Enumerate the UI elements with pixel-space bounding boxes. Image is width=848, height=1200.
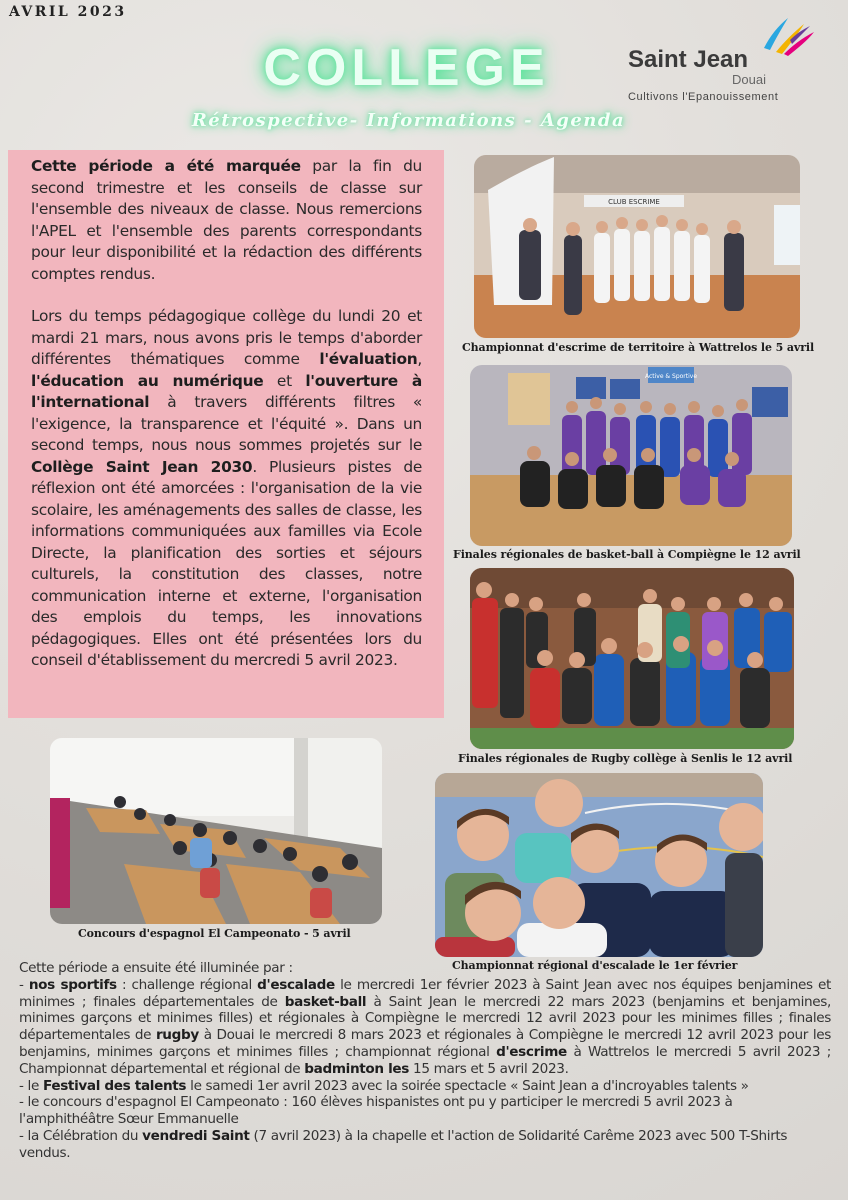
summary-item-festival xyxy=(19,1078,831,1095)
issue-date: AVRIL 2023 xyxy=(9,4,127,20)
page-title: COLLEGE xyxy=(263,39,550,97)
summary-bold: vendredi Saint xyxy=(142,1127,250,1144)
intro-text: . Plusieurs pistes de réflexion ont été amorcées : l'organisation de la vie scolaire, les aménagements des salles de classe, les informations communiquées aux familles via Ecole Directe, la planification des sorties et séjours culturels, la constitution des classes, notre communication interne et externe, l'organisation des emplois du temps, les innovations pédagogiques. Elles ont été présentées lors du conseil d'établissement du mercredi 5 avril 2023. xyxy=(31,457,422,669)
intro-text: , xyxy=(417,350,422,368)
intro-paragraph-1 xyxy=(31,156,422,285)
page-subtitle: Rétrospective- Informations - Agenda xyxy=(191,110,626,131)
summary-text: - le xyxy=(19,1077,43,1094)
summary-bold: basket-ball xyxy=(284,993,367,1010)
summary-item-celebration xyxy=(19,1128,831,1162)
bottom-summary xyxy=(19,960,831,1162)
caption-escrime: Championnat d'escrime de territoire à Wattrelos le 5 avril xyxy=(462,341,815,354)
summary-bold: d'escrime xyxy=(496,1043,567,1060)
photo-rugby xyxy=(470,568,794,749)
photo-escalade xyxy=(435,773,763,957)
summary-bold: rugby xyxy=(155,1027,199,1044)
active-banner-text: Active & Sportive xyxy=(644,373,698,380)
summary-text: (7 avril 2023) à la chapelle et l'action de Solidarité Carême 2023 avec 500 T-Shirts vendus. xyxy=(19,1127,788,1161)
logo-city: Douai xyxy=(732,72,766,87)
summary-bold: badminton les xyxy=(304,1060,410,1077)
logo-name: Saint Jean xyxy=(628,46,749,73)
intro-bold-term: l'éducation au numérique xyxy=(31,371,264,390)
logo-tagline: Cultivons l'Epanouissement xyxy=(628,91,779,103)
caption-espagnol: Concours d'espagnol El Campeonato - 5 avril xyxy=(78,927,351,940)
school-logo xyxy=(626,14,826,108)
club-banner-text: CLUB ESCRIME xyxy=(608,198,660,206)
summary-text: le mercredi 1er février 2023 à Saint Jean avec nos équipes benjamines et minimes ; finales départementales de xyxy=(19,976,832,1010)
summary-text: - la Célébration du xyxy=(19,1127,143,1144)
summary-text: à Saint Jean le mercredi 22 mars 2023 (benjamins et benjamines, minimes garçons et minimes filles) et régionales à Compiègne le mercredi 12 avril 2023 pour les minimes filles ; finales départementales de xyxy=(19,993,831,1044)
caption-basket: Finales régionales de basket-ball à Compiègne le 12 avril xyxy=(453,548,801,561)
summary-bold: nos sportifs xyxy=(28,976,117,993)
intro-text: Lors du temps pédagogique collège du lundi 20 et mardi 21 mars, nous avons pris le temps d'aborder différentes thématiques comme xyxy=(31,307,422,368)
summary-item-sportifs xyxy=(19,977,831,1078)
summary-intro: Cette période a ensuite été illuminée par : xyxy=(19,960,293,976)
summary-text: 15 mars et 5 avril 2023. xyxy=(409,1060,569,1077)
intro-bold-lead: Cette période a été marquée xyxy=(31,157,301,175)
summary-bold: d'escalade xyxy=(257,976,335,993)
intro-bold-term: Collège Saint Jean 2030 xyxy=(31,457,253,476)
summary-text: - xyxy=(19,976,29,993)
intro-text: et xyxy=(263,371,306,390)
intro-bold-term: l'évaluation xyxy=(319,350,418,368)
caption-rugby: Finales régionales de Rugby collège à Senlis le 12 avril xyxy=(458,752,793,765)
summary-text: à Wattrelos le mercredi 5 avril 2023 ; Championnat départemental et régional de xyxy=(19,1043,831,1077)
intro-text: à travers différents filtres « l'exigence, la transparence et l'équité ». Dans un second temps, nous nous sommes projetés sur le xyxy=(31,393,422,454)
summary-bold: Festival des talents xyxy=(42,1077,187,1094)
summary-text: : challenge régional xyxy=(116,976,258,993)
intro-panel xyxy=(8,150,444,718)
photo-basket xyxy=(470,365,792,546)
photo-espagnol xyxy=(50,738,382,924)
photo-escrime xyxy=(474,155,800,338)
summary-item-espagnol: - le concours d'espagnol El Campeonato : 160 élèves hispanistes ont pu y participer le mercredi 5 avril 2023 à l'amphithéâtre Sœur Emmanuelle xyxy=(19,1094,733,1128)
intro-bold-term: l'ouverture à l'international xyxy=(31,371,422,411)
caption-escalade: Championnat régional d'escalade le 1er février xyxy=(452,959,738,972)
intro-paragraph-2 xyxy=(31,306,422,672)
summary-text: le samedi 1er avril 2023 avec la soirée spectacle « Saint Jean a d'incroyables talents » xyxy=(186,1077,749,1094)
summary-text: à Douai le mercredi 8 mars 2023 et régionales à Compiègne le mercredi 12 avril 2023 pour les benjamins, minimes garçons et minimes filles ; championnat régional xyxy=(19,1027,832,1060)
intro-text: par la fin du second trimestre et les conseils de classe sur l'ensemble des niveaux de classe. Nous remercions l'APEL et l'ensemble des parents correspondants pour leur disponibilité et la rédaction des différents comptes rendus. xyxy=(31,157,422,283)
logo-brushstrokes-icon xyxy=(760,14,816,56)
